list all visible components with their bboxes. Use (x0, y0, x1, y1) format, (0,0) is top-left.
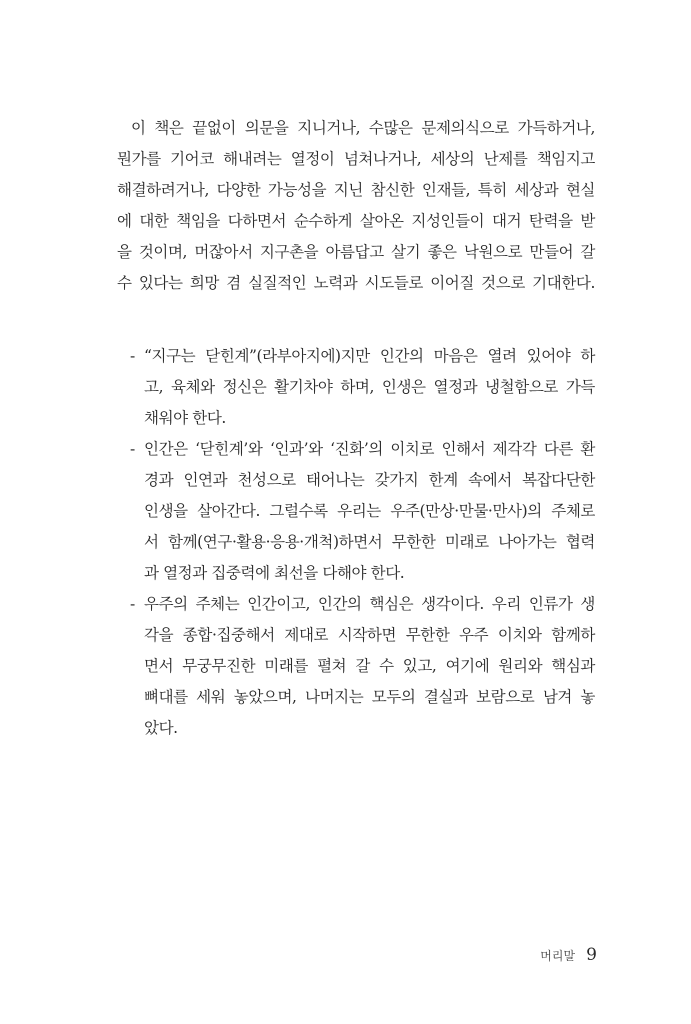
bullet-line: 인생을 살아간다. 그럴수록 우리는 우주(만상·만물·만사)의 주체로 (144, 502, 595, 520)
bullet-line: 각을 종합·집중해서 제대로 시작하면 무한한 우주 이치와 함께하 (144, 626, 595, 644)
section-label: 머리말 (540, 949, 576, 963)
bullet-line: 채워야 한다. (144, 409, 226, 427)
bullet-dash: - (130, 440, 136, 458)
intro-line: 이 책은 끝없이 의문을 지니거나, 수많은 문제의식으로 가득하거나, (131, 119, 595, 137)
intro-line: 뭔가를 기어코 해내려는 열정이 넘쳐나거나, 세상의 난제를 책임지고 (117, 150, 595, 168)
intro-line: 해결하려거나, 다양한 가능성을 지닌 참신한 인재들, 특히 세상과 현실 (117, 181, 595, 199)
bullet-line: 면서 무궁무진한 미래를 펼쳐 갈 수 있고, 여기에 원리와 핵심과 (144, 657, 595, 675)
bullet-dash: - (130, 595, 136, 613)
bullet-line: “지구는 닫힌계”(라부아지에)지만 인간의 마음은 열려 있어야 하 (144, 347, 595, 365)
bullet-line: 서 함께(연구·활용·응용·개척)하면서 무한한 미래로 나아가는 협력 (144, 533, 595, 551)
bullet-item (117, 589, 595, 744)
bullet-item (117, 341, 595, 434)
bullet-line: 뼈대를 세워 놓았으며, 나머지는 모두의 결실과 보람으로 남겨 놓 (144, 688, 595, 706)
bullet-line: 우주의 주체는 인간이고, 인간의 핵심은 생각이다. 우리 인류가 생 (144, 595, 595, 613)
intro-line: 을 것이며, 머잖아서 지구촌을 아름답고 살기 좋은 낙원으로 만들어 갈 (117, 243, 595, 261)
page-footer (540, 944, 597, 966)
bullet-line: 과 열정과 집중력에 최선을 다해야 한다. (144, 564, 405, 582)
bullet-line: 경과 인연과 천성으로 태어나는 갖가지 한계 속에서 복잡다단한 (144, 471, 595, 489)
bullet-list (117, 341, 595, 744)
bullet-line: 았다. (144, 719, 178, 737)
bullet-line: 고, 육체와 정신은 활기차야 하며, 인생은 열정과 냉철함으로 가득 (144, 378, 595, 396)
bullet-item (117, 434, 595, 589)
bullet-line: 인간은 ‘닫힌계’와 ‘인과’와 ‘진화’의 이치로 인해서 제각각 다른 환 (144, 440, 595, 458)
intro-line: 수 있다는 희망 겸 실질적인 노력과 시도들로 이어질 것으로 기대한다. (117, 274, 595, 292)
intro-line: 에 대한 책임을 다하면서 순수하게 살아온 지성인들이 대거 탄력을 받 (117, 212, 595, 230)
bullet-dash: - (130, 347, 136, 365)
intro-paragraph (117, 113, 595, 299)
page-number: 9 (586, 945, 597, 965)
